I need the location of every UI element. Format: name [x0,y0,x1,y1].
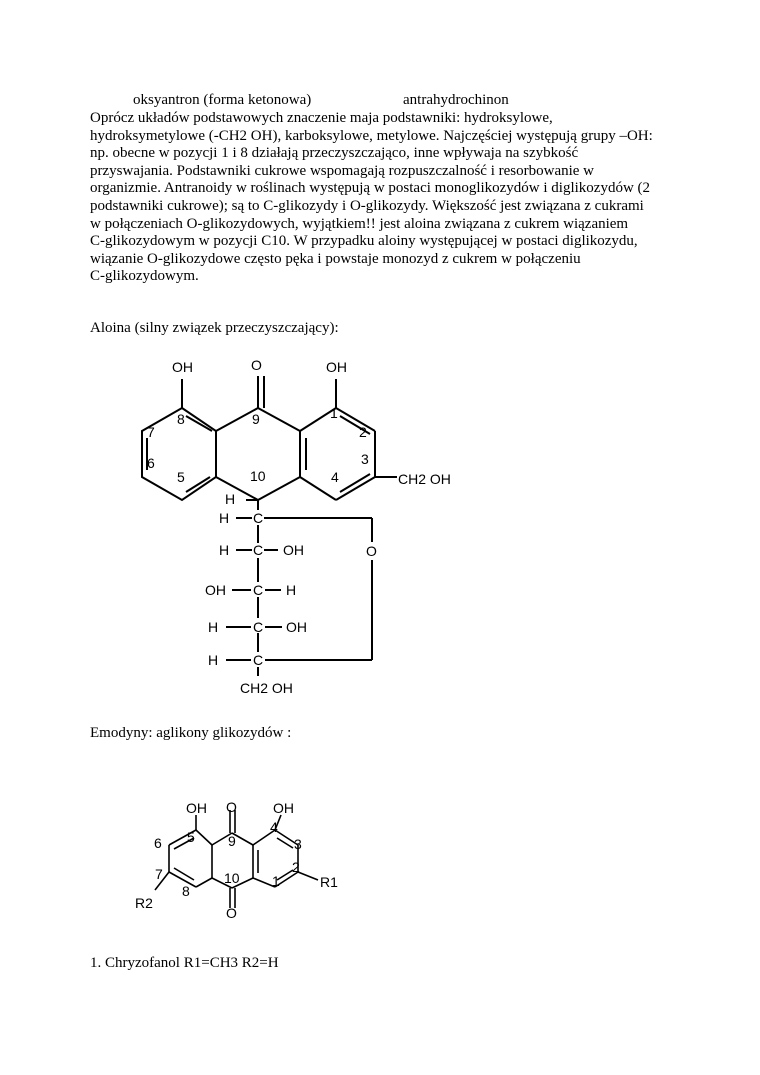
paragraph-line: C-glikozydowym. [90,268,199,285]
aloina-label: CH2 OH [240,680,293,696]
aloina-label: C [253,582,264,598]
aloina-label: OH [283,542,304,558]
aloina-label: H [219,542,230,558]
aloina-label: 4 [331,469,339,485]
aloina-label: 6 [147,455,155,471]
aloina-label: 1 [330,405,338,421]
aloina-label: OH [326,359,347,375]
paragraph-line: C-glikozydowym w pozycji C10. W przypadku aloiny występującej w postaci diglikozydu, [90,233,638,250]
aloina-label: H [286,582,297,598]
aloina-label: C [253,542,264,558]
emodyny-label: 6 [154,835,162,851]
aloina-label: H [225,491,236,507]
aloina-label: 9 [252,411,260,427]
paragraph-line: np. obecne w pozycji 1 i 8 działają przeczyszczająco, inne wpływaja na szybkość [90,145,579,162]
paragraph-line: Oprócz układów podstawowych znaczenie maja podstawniki: hydroksylowe, [90,110,553,126]
aloina-label: 2 [359,424,367,440]
caption-oksyantron: oksyantron (forma ketonowa) [133,92,312,108]
emodyny-label: 5 [187,829,195,845]
emodyny-label: O [226,799,237,815]
emodyny-label: R2 [135,895,153,911]
aloina-label: 3 [361,451,369,467]
aloina-label: 7 [147,424,155,440]
emodyny-label: O [226,905,237,921]
emodyny-label: R1 [320,874,338,890]
emodyny-label: 8 [182,883,190,899]
aloina-label: H [208,619,219,635]
aloina-label: H [208,652,219,668]
paragraph-line: organizmie. Antranoidy w roślinach występują w postaci monoglikozydów i diglikozydów (2 [90,180,651,197]
emodyny-label: 1 [272,873,280,889]
aloina-label: 10 [250,468,266,484]
paragraph-line: wiązanie O-glikozydowe często pęka i powstaje monozyd z cukrem w połączeniu [90,250,581,267]
aloina-label: O [251,357,262,373]
emodyny-label: 2 [292,859,300,875]
aloina-label: C [253,510,264,526]
emodyny-label: 10 [224,870,240,886]
emodyny-label: 3 [294,836,302,852]
aloina-label: O [366,543,377,559]
emodyny-label: 4 [270,819,278,835]
emodyny-label: 9 [228,833,236,849]
paragraph-line: hydroksymetylowe (-CH2 OH), karboksylowe, metylowe. Najczęściej występują grupy –OH: [90,127,653,144]
aloina-label: 8 [177,411,185,427]
aloina-label: 5 [177,469,185,485]
paragraph-line: przyswajania. Podstawniki cukrowe wspomagają rozpuszczalność i resorbowanie w [90,162,595,179]
aloina-label: C [253,619,264,635]
footnote-chryzofanol: 1. Chryzofanol R1=CH3 R2=H [90,955,279,971]
aloina-label: OH [286,619,307,635]
aloina-label: C [253,652,264,668]
paragraph-line: w połączeniach O-glikozydowych, wyjątkiem!! jest aloina związana z cukrem wiązaniem [90,215,629,232]
emodyny-label: OH [186,800,207,816]
paragraph-line: podstawniki cukrowe); są to C-glikozydy i O-glikozydy. Większość jest związana z cukrami [90,197,644,214]
aloina-label: CH2 OH [398,471,451,487]
aloina-heading: Aloina (silny związek przeczyszczający): [90,320,339,336]
aloina-label: OH [205,582,226,598]
emodyny-heading: Emodyny: aglikony glikozydów : [90,725,292,741]
emodyny-label: 7 [155,866,163,882]
aloina-label: H [219,510,230,526]
emodyny-label: OH [273,800,294,816]
aloina-label: OH [172,359,193,375]
caption-antrahydrochinon: antrahydrochinon [403,92,509,108]
